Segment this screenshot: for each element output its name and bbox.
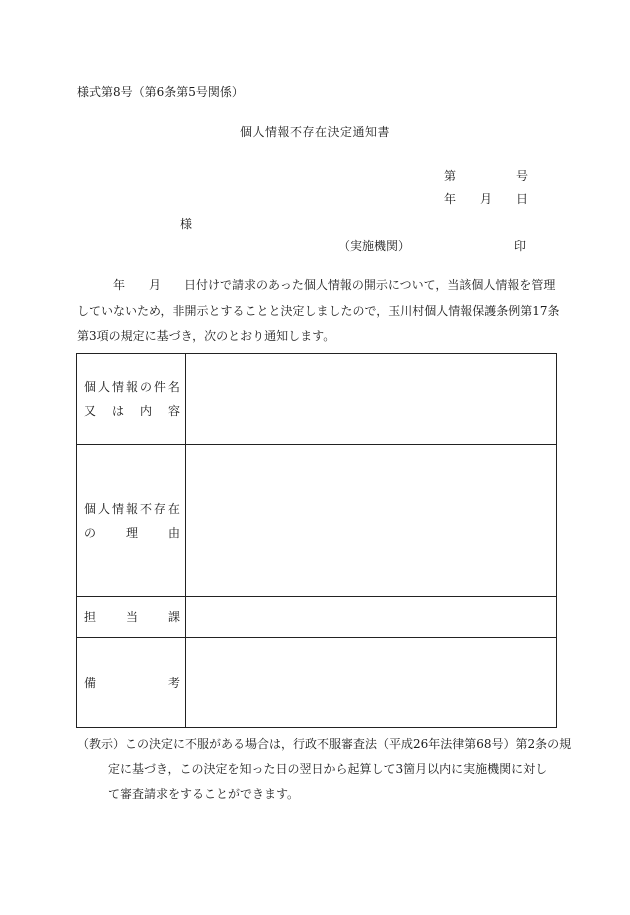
label-item-name bbox=[77, 354, 186, 445]
label-nonexistence-reason bbox=[77, 445, 186, 597]
table-row-remarks bbox=[77, 638, 557, 728]
document-number-suffix: 号 bbox=[516, 169, 529, 183]
label-line: の 理 由 bbox=[84, 525, 180, 540]
instruction-heading: （教示） bbox=[77, 737, 126, 751]
label-remarks bbox=[77, 638, 186, 728]
document-number-prefix: 第 bbox=[444, 169, 457, 183]
document-title: 個人情報不存在決定通知書 bbox=[239, 125, 390, 139]
notice-table bbox=[76, 353, 557, 728]
body-month-label: 月 bbox=[149, 278, 162, 292]
value-department[interactable] bbox=[186, 597, 557, 638]
body-year-label: 年 bbox=[113, 278, 126, 292]
label-line: 備 考 bbox=[84, 675, 180, 690]
value-remarks[interactable] bbox=[186, 638, 557, 728]
body-paragraph-line-3: 第3項の規定に基づき，次のとおり通知します。 bbox=[77, 329, 336, 343]
label-department bbox=[77, 597, 186, 638]
seal-mark: 印 bbox=[514, 239, 527, 253]
instruction-text-1: この決定に不服がある場合は，行政不服審査法（平成26年法律第68号）第2条の規 bbox=[125, 737, 572, 751]
table-row-nonexistence-reason bbox=[77, 445, 557, 597]
table-row-department bbox=[77, 597, 557, 638]
body-paragraph-line-2: していないため，非開示とすることと決定しましたので，玉川村個人情報保護条例第17条 bbox=[77, 304, 560, 318]
instruction-line-3: て審査請求をすることができます。 bbox=[108, 787, 300, 801]
label-line: 個 人 情 報 不 存 在 bbox=[84, 501, 180, 516]
date-year-label: 年 bbox=[444, 192, 457, 206]
value-nonexistence-reason[interactable] bbox=[186, 445, 557, 597]
implementing-agency-label: （実施機関） bbox=[338, 239, 411, 253]
addressee-suffix: 様 bbox=[180, 217, 193, 231]
date-month-label: 月 bbox=[480, 192, 493, 206]
date-day-label: 日 bbox=[516, 192, 529, 206]
table-row-item-name bbox=[77, 354, 557, 445]
instruction-line-2: 定に基づき，この決定を知った日の翌日から起算して3箇月以内に実施機関に対し bbox=[108, 762, 548, 776]
body-line-1-text: 日付けで請求のあった個人情報の開示について，当該個人情報を管理 bbox=[184, 278, 556, 292]
form-number: 様式第8号（第6条第5号関係） bbox=[77, 85, 244, 99]
label-line: 個 人 情 報 の 件 名 bbox=[84, 380, 180, 394]
label-line: 又 は 内 容 bbox=[84, 404, 180, 418]
value-item-name[interactable] bbox=[186, 354, 557, 445]
label-line: 担 当 課 bbox=[84, 610, 180, 624]
